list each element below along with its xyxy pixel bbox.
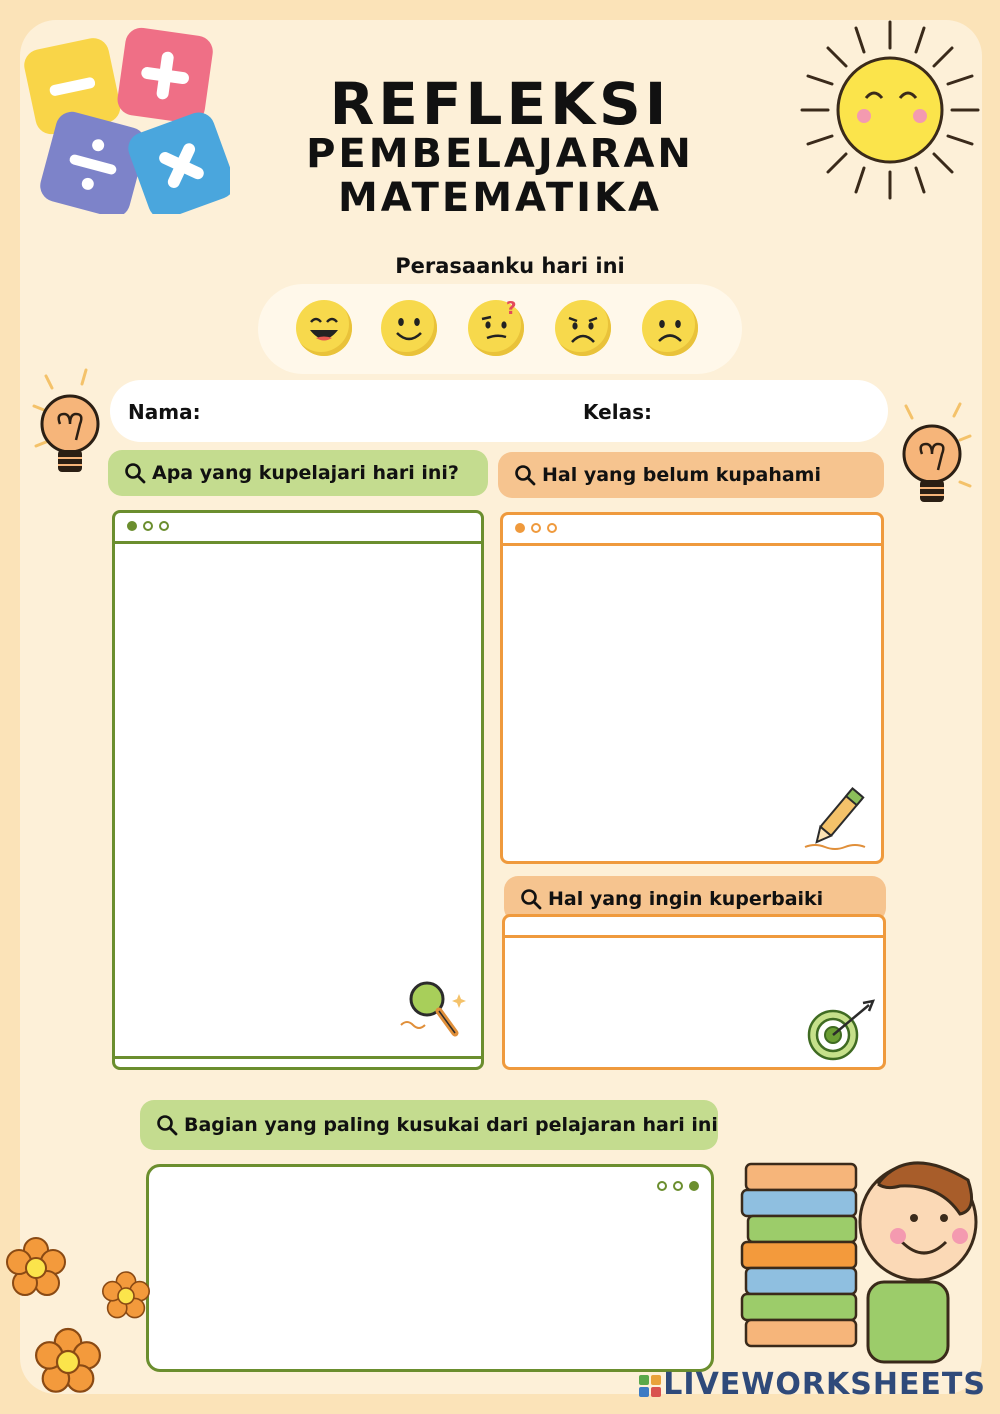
window-dot — [673, 1181, 683, 1191]
subtitle-line-2: MATEMATIKA — [337, 175, 663, 221]
class-label: Kelas: — [583, 400, 652, 424]
svg-text:?: ? — [506, 300, 517, 319]
favorite-section-label: Bagian yang paling kusukai dari pelajaran hari ini — [184, 1114, 718, 1136]
confused-face-icon[interactable] — [468, 300, 524, 356]
favorite-answer-input[interactable] — [159, 1207, 701, 1359]
not-understood-section-label: Hal yang belum kupahami — [542, 464, 821, 486]
learned-section-label: Apa yang kupelajari hari ini? — [152, 462, 459, 484]
not-understood-section-header — [498, 452, 884, 498]
window-dot — [657, 1181, 667, 1191]
page-title: REFLEKSI — [329, 70, 671, 138]
window-dot — [143, 521, 153, 531]
window-title-bar — [115, 541, 481, 544]
window-dot — [127, 521, 137, 531]
improve-section-label: Hal yang ingin kuperbaiki — [548, 888, 824, 910]
search-icon — [520, 888, 542, 910]
flowers-icon — [2, 1232, 152, 1408]
name-input[interactable] — [212, 394, 566, 432]
liveworksheets-brand — [639, 1367, 986, 1402]
window-title-bar — [505, 935, 883, 938]
search-icon — [124, 462, 146, 484]
magnifier-icon — [397, 971, 469, 1043]
kid-with-books-icon — [738, 1154, 988, 1374]
sun-icon — [798, 18, 982, 202]
search-icon — [514, 464, 536, 486]
search-icon — [156, 1114, 178, 1136]
math-operators-icon — [18, 24, 230, 214]
class-input[interactable] — [670, 394, 874, 432]
subtitle-line-1: PEMBELAJARAN — [306, 131, 694, 177]
favorite-section-header — [140, 1100, 718, 1150]
improve-answer-box — [502, 914, 886, 1070]
liveworksheets-logo-icon — [639, 1375, 661, 1397]
favorite-answer-box — [146, 1164, 714, 1372]
name-label: Nama: — [128, 400, 201, 424]
frowning-face-icon[interactable] — [555, 300, 611, 356]
learned-answer-box — [112, 510, 484, 1070]
window-dot — [689, 1181, 699, 1191]
pencil-icon — [801, 781, 871, 857]
feelings-label: Perasaanku hari ini — [395, 254, 625, 278]
window-dot — [159, 521, 169, 531]
not-understood-answer-box — [500, 512, 884, 864]
smiling-face-icon[interactable] — [381, 300, 437, 356]
window-dot — [531, 523, 541, 533]
page-subtitle — [250, 132, 750, 220]
light-bulb-icon — [26, 366, 116, 490]
learned-section-header — [108, 450, 488, 496]
window-title-bar — [503, 543, 881, 546]
window-dot — [547, 523, 557, 533]
target-icon — [799, 997, 879, 1067]
window-dot — [515, 523, 525, 533]
window-bottom-line — [115, 1056, 481, 1059]
light-bulb-icon — [890, 396, 980, 520]
grinning-face-icon[interactable] — [296, 300, 352, 356]
sad-face-icon[interactable] — [642, 300, 698, 356]
brand-name: LIVEWORKSHEETS — [663, 1367, 986, 1402]
